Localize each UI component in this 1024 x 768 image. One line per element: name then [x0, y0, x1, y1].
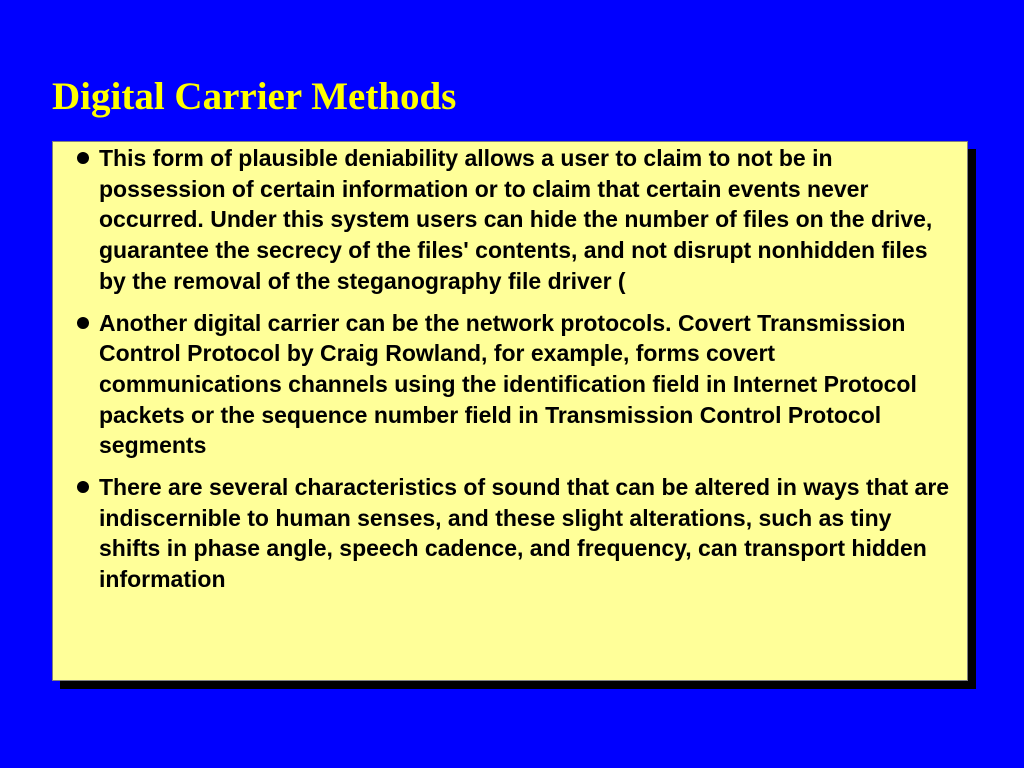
- bullet-dot-icon: [77, 481, 89, 493]
- bullet-dot-icon: [77, 152, 89, 164]
- slide-title: Digital Carrier Methods: [52, 75, 457, 118]
- bullet-list: [77, 143, 957, 606]
- content-box: [52, 141, 968, 681]
- bullet-dot-icon: [77, 317, 89, 329]
- bullet-item: [77, 308, 957, 462]
- bullet-text: There are several characteristics of sound that can be altered in ways that are indiscernible to human senses, and these slight alterations, such as tiny shifts in phase angle, speech cadence, and frequency, can transport hidden information: [99, 474, 950, 593]
- bullet-text: This form of plausible deniability allows a user to claim to not be in possession of certain information or to claim that certain events never occurred. Under this system users can hide the number of files on the drive, guarantee the secrecy of the files' contents, and not disrupt nonhidden files by the removal of the steganography file driver (: [99, 145, 933, 294]
- bullet-text: Another digital carrier can be the network protocols. Covert Transmission Control Protocol by Craig Rowland, for example, forms covert communications channels using the identification field in Internet Protocol packets or the sequence number field in Transmission Control Protocol segments: [99, 309, 917, 459]
- bullet-item: [77, 472, 957, 595]
- bullet-item: [77, 143, 957, 297]
